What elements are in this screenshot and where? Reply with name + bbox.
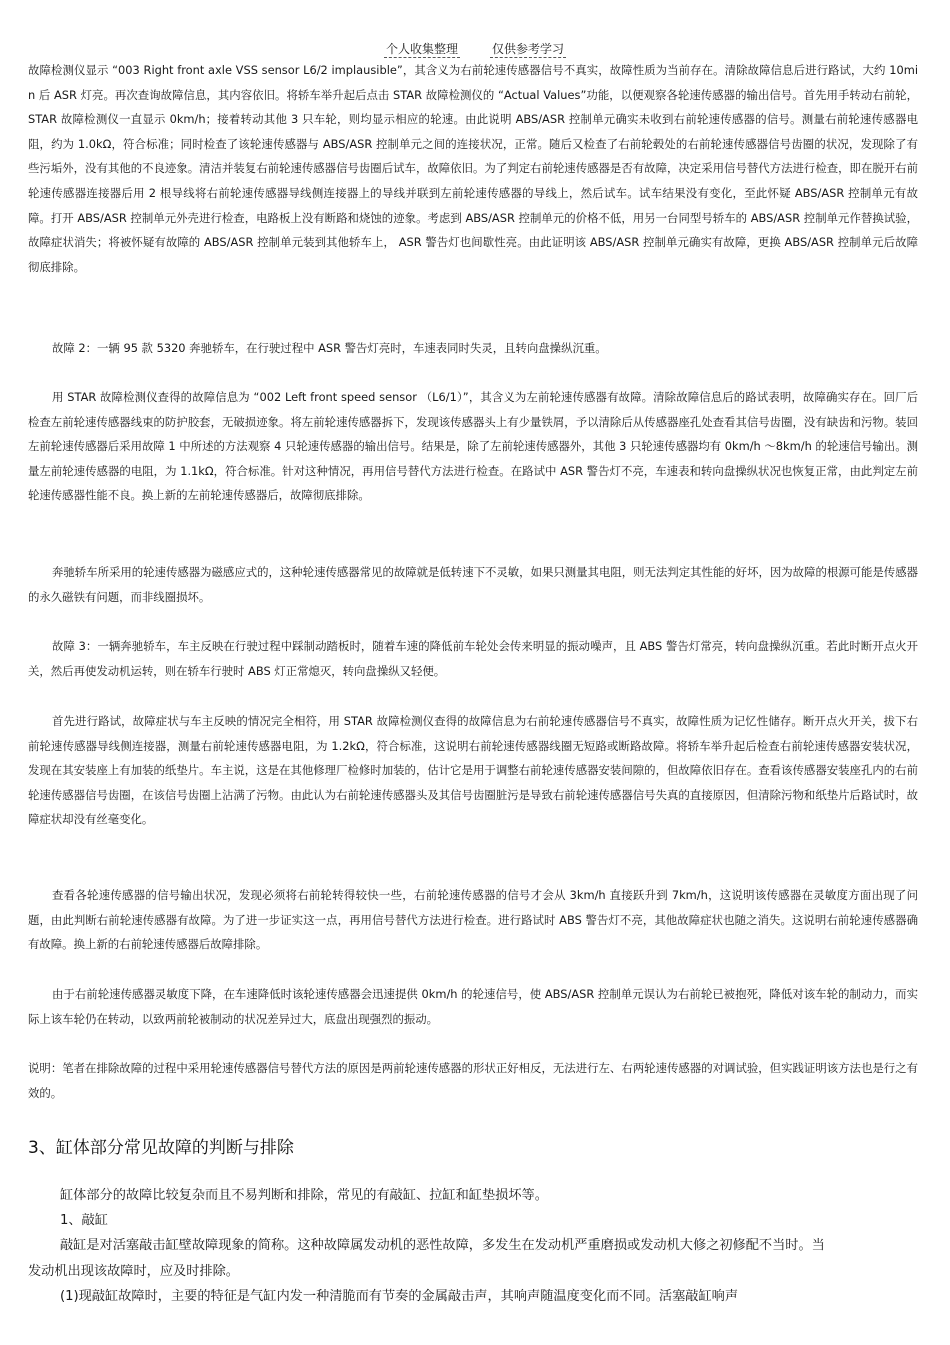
paragraph-fault3-cause: 由于右前轮速传感器灵敏度下降，在车速降低时该轮速传感器会迅速提供 0km/h 的轮速信号，使 ABS/ASR 控制单元误认为右前轮已被抱死，降低对该车轮的制动力，而实际上该车轮仍在转动，以致两前轮被制动的状况差异过大，底盘出现强烈的振动。 [28, 987, 918, 1026]
page-header [0, 40, 950, 57]
paragraph-block-9 [28, 1056, 918, 1105]
section-intro: 缸体部分的故障比较复杂而且不易判断和排除，常见的有敲缸、拉缸和缸垫损坏等。 [60, 1188, 548, 1203]
paragraph-fault3-signal: 查看各轮速传感器的信号输出状况，发现必须将右前轮转得较快一些，右前轮速传感器的信号才会从 3km/h 直接跃升到 7km/h，这说明该传感器在灵敏度方面出现了问题，由此判断右前轮速传感器有故障。为了进一步证实这一点，再用信号替代方法进行检查。进行路试时 ABS 警告灯不亮，其他故障症状也随之消失。这说明右前轮速传感器确有故障。换上新的右前轮速传感器后故障排除。 [28, 888, 918, 952]
paragraph-fault2-title: 故障 2：一辆 95 款 5320 奔驰轿车，在行驶过程中 ASR 警告灯亮时，车速表同时失灵，且转向盘操纵沉重。 [52, 341, 607, 355]
section-title: 3、缸体部分常见故障的判断与排除 [28, 1138, 294, 1158]
paragraph-block-1 [28, 58, 918, 279]
section-paragraph-1: 敲缸是对活塞敲击缸壁故障现象的简称。这种故障属发动机的恶性故障，多发生在发动机严重磨损或发动机大修之初修配不当时。当发动机出现该故障时，应及时排除。 [28, 1238, 825, 1279]
paragraph-block-8 [28, 982, 918, 1031]
paragraph-sensor-note: 奔驰轿车所采用的轮速传感器为磁感应式的，这种轮速传感器常见的故障就是低转速下不灵敏，如果只测量其电阻，则无法判定其性能的好坏，因为故障的根源可能是传感器的永久磁铁有问题，而非线圈损坏。 [28, 565, 918, 604]
paragraph-block-7 [28, 883, 918, 957]
paragraph-block-6 [28, 709, 918, 832]
section-paragraph-2: (1)现敲缸故障时，主要的特征是气缸内发一种清脆而有节奏的金属敲击声，其响声随温度变化而不同。活塞敲缸响声 [60, 1288, 739, 1304]
subsection-title: 1、敲缸 [60, 1213, 108, 1229]
paragraph-block-3 [28, 385, 918, 508]
header-left-text: 个人收集整理 [385, 42, 458, 56]
paragraph-block-5 [28, 634, 918, 683]
section-body [28, 1183, 828, 1309]
paragraph-block-4 [28, 560, 918, 609]
paragraph-fault1-continued: 故障检测仪显示 “003 Right front axle VSS sensor L6/2 implausible”，其含义为右前轮速传感器信号不真实，故障性质为当前存在。清除故障信息后进行路试，大约 10min 后 ASR 灯亮。再次查询故障信息，其内容依旧。将轿车举升起后点击 STAR 故障检测仪的 “Actual Values”功能，以便观察各轮速传感器的输出信号。首先用手转动右前轮， STAR 故障检测仪一直显示 0km/h；接着转动其他 3 只车轮，则均显示相应的轮速。由此说明 ABS/ASR 控制单元确实未收到右前轮速传感器的信号。测量右前轮速传感器电阻，约为 1.0kΩ，符合标准；同时检查了该轮速传感器与 ABS/ASR 控制单元之间的连接状况，正常。随后又检查了右前轮毂处的右前轮速传感器信号齿圈的状况，发现除了有些污垢外，没有其他的不良迹象。清洁并装复右前轮速传感器信号齿圈后试车，故障依旧。为了判定右前轮速传感器是否有故障，决定采用信号替代方法进行检查，即在脱开右前轮速传感器连接器后用 2 根导线将右前轮速传感器导线侧连接器上的导线并联到左前轮速传感器的导线上，然后试车。试车结果没有变化，至此怀疑 ABS/ASR 控制单元有故障。打开 ABS/ASR 控制单元外壳进行检查，电路板上没有断路和烧蚀的迹象。考虑到 ABS/ASR 控制单元的价格不低，用另一台同型号轿车的 ABS/ASR 控制单元作替换试验，故障症状消失；将被怀疑有故障的 ABS/ASR 控制单元装到其他轿车上， ASR 警告灯也间歇性亮。由此证明该 ABS/ASR 控制单元确实有故障，更换 ABS/ASR 控制单元后故障彻底排除。 [28, 63, 918, 274]
paragraph-fault3-title: 故障 3：一辆奔驰轿车，车主反映在行驶过程中踩制动踏板时，随着车速的降低前车轮处会传来明显的振动噪声，且 ABS 警告灯常亮，转向盘操纵沉重。若此时断开点火开关，然后再使发动机运转，则在轿车行驶时 ABS 灯正常熄灭，转向盘操纵又轻便。 [28, 639, 918, 678]
paragraph-block-2 [28, 336, 918, 361]
paragraph-fault3-diagnosis: 首先进行路试，故障症状与车主反映的情况完全相符，用 STAR 故障检测仪查得的故障信息为右前轮速传感器信号不真实，故障性质为记忆性储存。断开点火开关，拔下右前轮速传感器导线侧连接器，测量右前轮速传感器电阻，为 1.2kΩ，符合标准，这说明右前轮速传感器线圈无短路或断路故障。将轿车举升起后检查右前轮速传感器安装状况，发现在其安装座上有加装的纸垫片。车主说，这是在其他修理厂检修时加装的，估计它是用于调整右前轮速传感器安装间隙的，但故障依旧存在。查看该传感器安装座孔内的右前轮速传感器信号齿圈，在该信号齿圈上沾满了污物。由此认为右前轮速传感器头及其信号齿圈脏污是导致右前轮速传感器信号失真的直接原因，但清除污物和纸垫片后路试时，故障症状却没有丝毫变化。 [28, 714, 918, 827]
paragraph-explanation: 说明：笔者在排除故障的过程中采用轮速传感器信号替代方法的原因是两前轮速传感器的形状正好相反，无法进行左、右两轮速传感器的对调试验，但实践证明该方法也是行之有效的。 [28, 1061, 918, 1100]
paragraph-fault2-diagnosis: 用 STAR 故障检测仪查得的故障信息为 “002 Left front speed sensor （L6/1）”，其含义为左前轮速传感器有故障。清除故障信息后的路试表明，故障确实存在。回厂后检查左前轮速传感器线束的防护胶套，无破损迹象。将左前轮速传感器拆下，发现该传感器头上有少量铁屑，予以清除后从传感器座孔处查看其信号齿圈，没有缺齿和污物。装回左前轮速传感器后采用故障 1 中所述的方法观察 4 只轮速传感器的输出信号。结果是，除了左前轮速传感器外，其他 3 只轮速传感器均有 0km/h ～8km/h 的轮速信号输出。测量左前轮速传感器的电阻，为 1.1kΩ，符合标准。针对这种情况，再用信号替代方法进行检查。在路试中 ASR 警告灯不亮，车速表和转向盘操纵状况也恢复正常，由此判定左前轮速传感器性能不良。换上新的左前轮速传感器后，故障彻底排除。 [28, 390, 918, 503]
header-right-text: 仅供参考学习 [492, 42, 565, 56]
